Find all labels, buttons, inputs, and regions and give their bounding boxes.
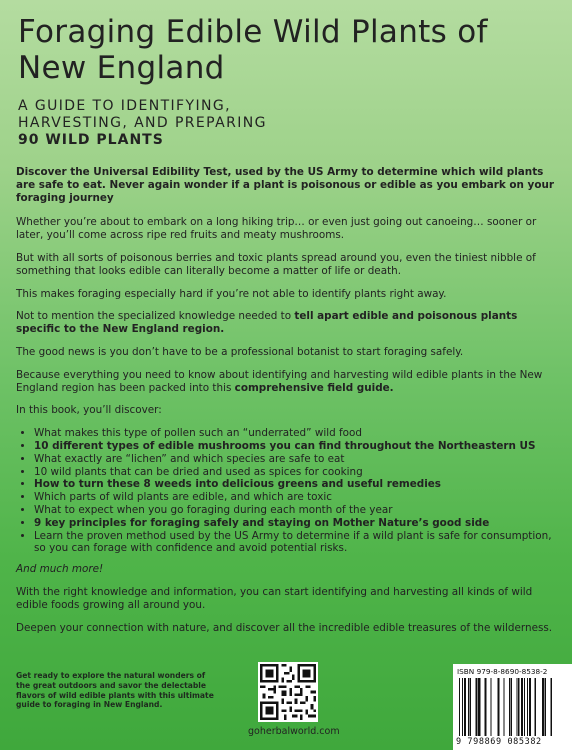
- subtitle-line-3: 90 WILD PLANTS: [18, 132, 164, 148]
- isbn-label: ISBN 979-8-8690-8538-2: [457, 667, 548, 676]
- paragraph-4-bold: tell apart edible and poisonous plants specific to the New England region.: [16, 310, 518, 336]
- subtitle-line-1: A GUIDE TO IDENTIFYING,: [18, 98, 231, 114]
- qr-code: [258, 662, 318, 722]
- paragraph-6: [16, 369, 558, 395]
- paragraph-5: The good news is you don’t have to be a professional botanist to start foraging safely.: [16, 345, 464, 358]
- paragraph-1: Whether you’re about to embark on a long hiking trip… or even just going out canoeing… sooner or later, you’ll come across ripe red fruits and meaty mushrooms.: [16, 216, 537, 242]
- website-url: goherbalworld.com: [248, 726, 340, 737]
- list-item: • What exactly are “lichen” and which species are safe to eat: [34, 453, 558, 466]
- barcode-number: 9 798869 085382: [456, 737, 542, 747]
- lead-paragraph: Discover the Universal Edibility Test, used by the US Army to determine which wild plants are safe to eat. Never again wonder if a plant is poisonous or edible as you embark on your foraging journey: [16, 166, 554, 204]
- paragraph-4-text: Not to mention the specialized knowledge needed to: [16, 310, 295, 323]
- description: [16, 166, 558, 644]
- subtitle-line-2: HARVESTING, AND PREPARING: [18, 115, 267, 131]
- paragraph-8: With the right knowledge and information, you can start identifying and harvesting all kinds of wild edible foods growing all around you.: [16, 585, 533, 611]
- list-item: • 9 key principles for foraging safely and staying on Mother Nature’s good side: [34, 517, 558, 530]
- list-item: • Which parts of wild plants are edible, and which are toxic: [34, 491, 558, 504]
- paragraph-4: [16, 310, 558, 336]
- book-title: Foraging Edible Wild Plants of New England: [18, 14, 488, 86]
- paragraph-9: Deepen your connection with nature, and discover all the incredible edible treasures of the wilderness.: [16, 621, 553, 634]
- paragraph-6-bold: comprehensive field guide.: [234, 381, 394, 394]
- paragraph-2: But with all sorts of poisonous berries and toxic plants spread around you, even the tiniest nibble of something that looks edible can literally become a matter of life or death.: [16, 251, 536, 277]
- list-item: • What makes this type of pollen such an “underrated” wild food: [34, 427, 558, 440]
- feature-list: [16, 427, 558, 555]
- barcode-icon: [459, 678, 567, 736]
- paragraph-6-text: Because everything you need to know about identifying and harvesting wild edible plants in the New England region has been packed into this: [16, 368, 543, 394]
- list-item: • What to expect when you go foraging during each month of the year: [34, 504, 558, 517]
- list-item: • 10 different types of edible mushrooms you can find throughout the Northeastern US: [34, 440, 558, 453]
- and-much-more: And much more!: [16, 563, 104, 576]
- list-item: • How to turn these 8 weeds into delicious greens and useful remedies: [34, 478, 558, 491]
- promo-blurb: Get ready to explore the natural wonders of the great outdoors and savor the delectable flavors of wild edible plants with this ultimate guide to foraging in New England.: [16, 671, 214, 710]
- list-item: • 10 wild plants that can be dried and used as spices for cooking: [34, 466, 558, 479]
- isbn-barcode-box: [453, 664, 572, 750]
- qr-code-icon: [260, 664, 316, 720]
- list-item: • Learn the proven method used by the US Army to determine if a wild plant is safe for consumption, so you can forage with confidence and avoid potential risks.: [34, 530, 558, 556]
- paragraph-3: This makes foraging especially hard if you’re not able to identify plants right away.: [16, 287, 447, 300]
- paragraph-7: In this book, you’ll discover:: [16, 404, 162, 417]
- book-subtitle: [18, 98, 558, 149]
